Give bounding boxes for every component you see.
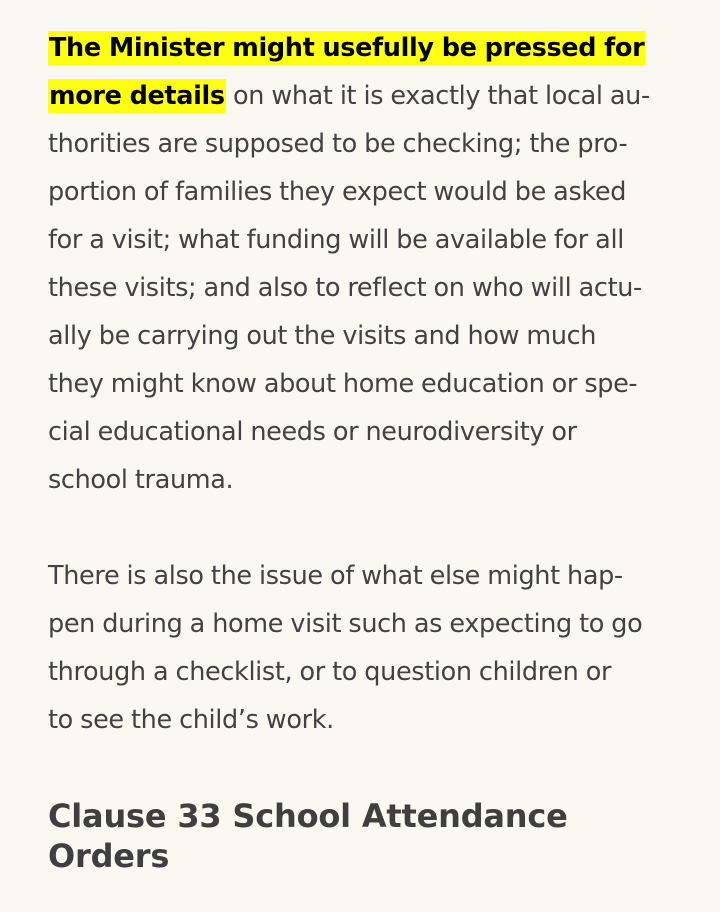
text-line: for a visit; what funding will be available for all — [48, 225, 624, 255]
text-line: school trauma. — [48, 465, 234, 495]
text-fragment: on what it is exactly that local au- — [225, 81, 650, 111]
text-line: There is also the issue of what else might hap- — [48, 561, 623, 591]
paragraph-home-visit — [48, 552, 678, 744]
paragraph-minister-details — [48, 24, 678, 504]
section-heading: Clause 33 School Attendance Orders — [48, 797, 568, 875]
text-line: these visits; and also to reflect on who will actu- — [48, 273, 642, 303]
text-line: through a checklist, or to question children or — [48, 657, 612, 687]
text-line: to see the child’s work. — [48, 705, 334, 735]
text-line — [48, 24, 678, 72]
text-line: ally be carrying out the visits and how much — [48, 321, 597, 351]
text-line: portion of families they expect would be asked — [48, 177, 627, 207]
highlighted-text: The Minister might usefully be pressed for — [49, 33, 645, 63]
article-content — [48, 24, 678, 876]
text-line: cial educational needs or neurodiversity or — [48, 417, 577, 447]
text-line: they might know about home education or spe- — [48, 369, 638, 399]
text-line: pen during a home visit such as expecting to go — [48, 609, 643, 639]
text-line — [48, 72, 678, 120]
text-line: thorities are supposed to be checking; the pro- — [48, 129, 628, 159]
highlighted-text: more details — [49, 81, 225, 111]
